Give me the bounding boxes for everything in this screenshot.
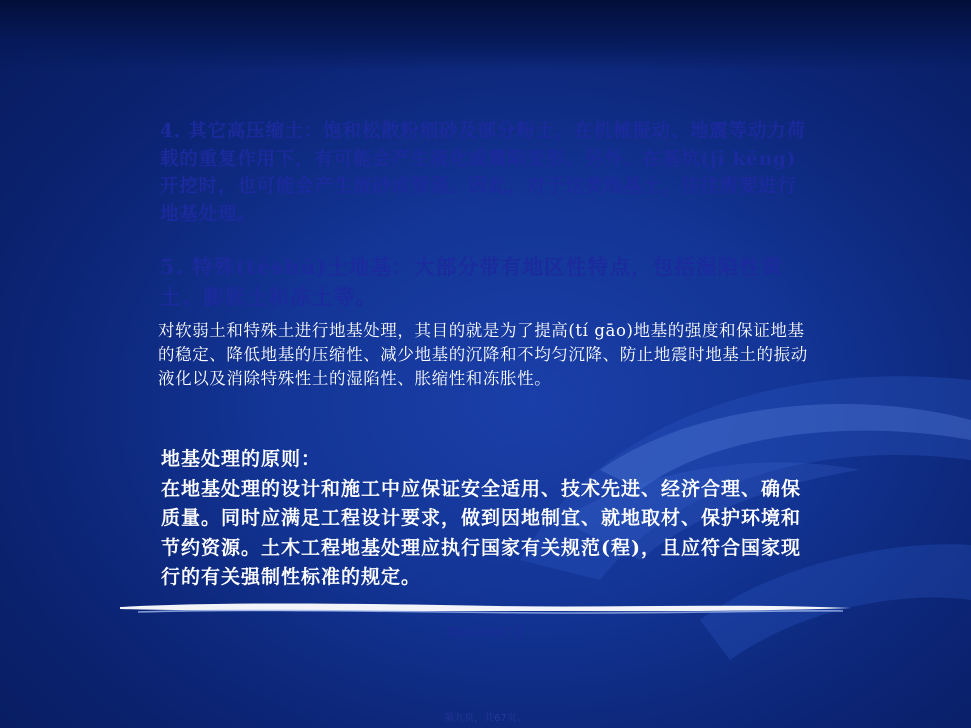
principle-section xyxy=(161,445,811,593)
principle-body: 在地基处理的设计和施工中应保证安全适用、技术先进、经济合理、确保质量。同时应满足工程设计要求，做到因地制宜、就地取材、保护环境和节约资源。土木工程地基处理应执行国家有关规范(程)，且应符合国家现行的有关强制性标准的规定。 xyxy=(161,477,802,588)
paragraph-special-soil: 5. 特殊(tèshū)土地基：大部分带有地区性特点，包括湿陷性黄土、膨胀土和冻土等。 xyxy=(160,255,783,309)
paragraph-high-compressibility-soil: 4. 其它高压缩土：饱和松散粉细砂及部分粉土，在机械振动、地震等动力荷载的重复作用下，有可能会产生液化或震陷变形。另外，在基坑(jī kēng)开挖时，也可能会产生流砂或管涌。因此，对于这类地基土，往往需要进行地基处理。 xyxy=(160,121,806,225)
paragraph-treatment-purpose: 对软弱土和特殊土进行地基处理，其目的就是为了提高(tí gāo)地基的强度和保证地基的稳定、降低地基的压缩性、减少地基的沉降和不均匀沉降、防止地震时地基土的振动液化以及消除特殊性土的湿陷性、胀缩性和冻胀性。 xyxy=(158,321,808,388)
wave-divider xyxy=(118,598,853,618)
page-number: 第8页/共67页 xyxy=(446,625,525,640)
footer-page-note: 第九页，共67页。 xyxy=(444,713,527,724)
principle-heading: 地基处理的原则： xyxy=(161,448,322,470)
